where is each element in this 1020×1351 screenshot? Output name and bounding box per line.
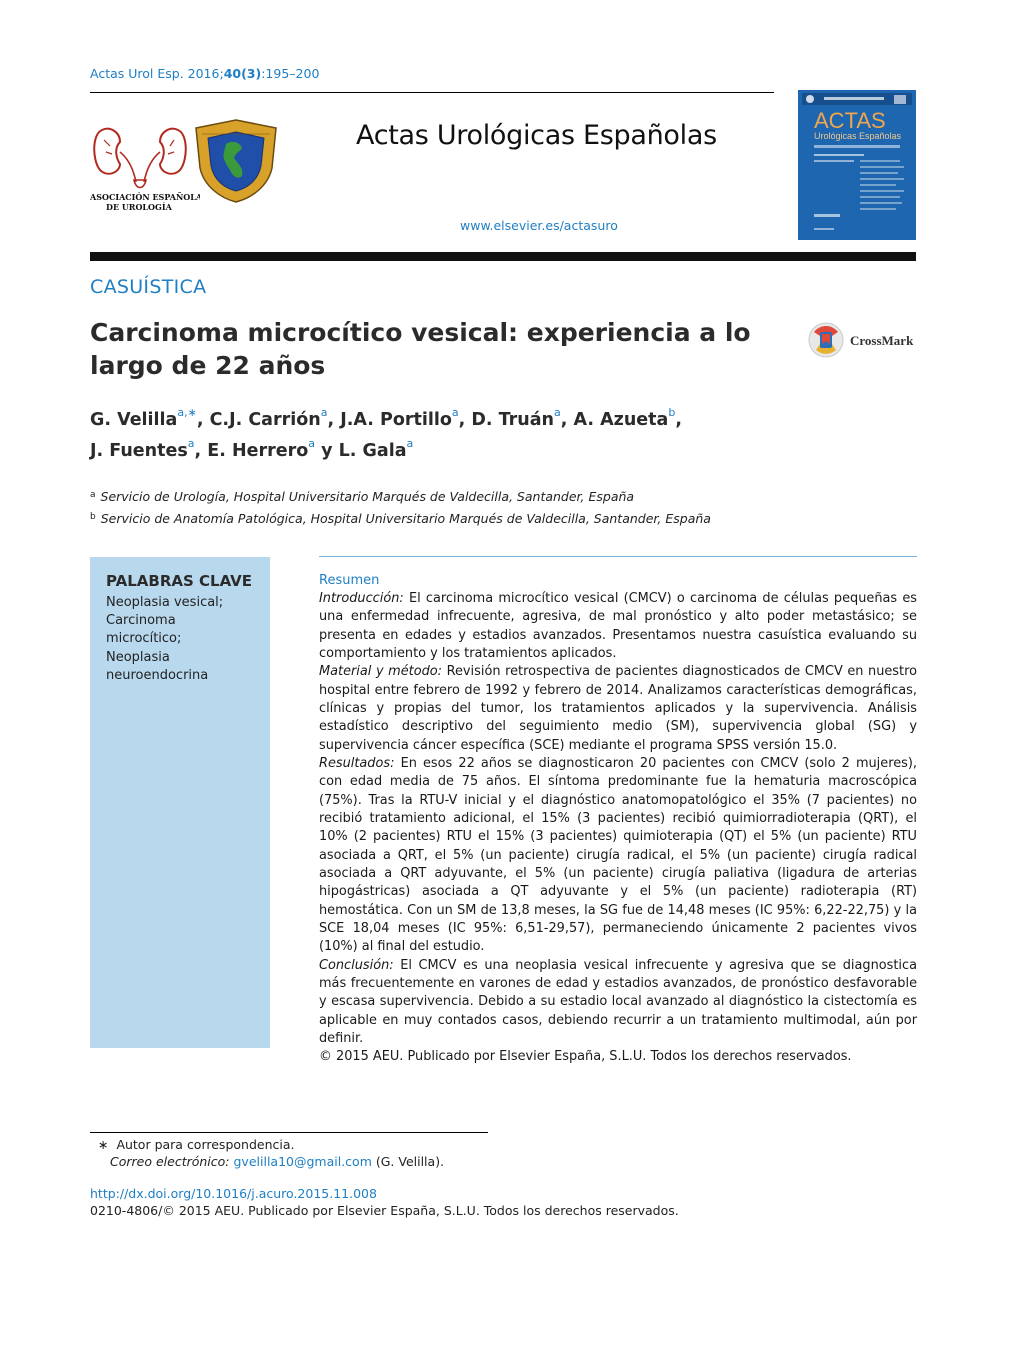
keywords-list [106, 594, 256, 685]
author-8: L. Gala$^a$ [338, 436, 414, 461]
author-7: E. Herrero$^a$ y [207, 436, 339, 461]
doi-link[interactable]: http://dx.doi.org/10.1016/j.acuro.2015.11.008 [90, 1186, 377, 1201]
author-2: C.J. Carrión$^a$, [209, 406, 341, 430]
keyword-item: neuroendocrina [106, 667, 209, 683]
author-6: J. Fuentes$^a$, [90, 436, 208, 461]
footnote-rule [90, 1132, 488, 1133]
journal-cover-image [798, 90, 916, 240]
citation-pages: :195–200 [261, 66, 320, 81]
journal-url-link[interactable]: www.elsevier.es/actasuro [460, 218, 618, 233]
author-affiliation-mark[interactable]: a [451, 406, 459, 419]
keywords-title: PALABRAS CLAVE [106, 572, 253, 590]
email-link[interactable]: gvelilla10@gmail.com [233, 1154, 372, 1169]
author-3: J.A. Portillo$^a$, [340, 406, 472, 430]
citation-issue: (3) [241, 66, 262, 81]
author-affiliation-mark[interactable]: a [187, 436, 195, 450]
abstract-rule [319, 556, 917, 557]
citation-volume: 40 [223, 66, 242, 81]
abstract-conclusion: Conclusión: El CMCV es una neoplasia vesical infrecuente y agresiva que se diagnostica más frecuentemente en varones de edad y estadios avanzados, de pronóstico desfavorable y escasa supervivencia. Debido a su estadio local avanzado al diagnóstico la cistectomía es aplicable en muy contados casos, debiendo recurrir a un tratamiento multimodal, aún por definir. [319, 957, 917, 1046]
author-5: A. Azueta$^b$, [573, 406, 682, 430]
author-4: D. Truán$^a$, [471, 406, 574, 430]
cover-title: ACTAS [814, 108, 886, 133]
section-label: CASUÍSTICA [90, 276, 207, 298]
keyword-item: Carcinoma [106, 613, 176, 629]
author-affiliation-mark[interactable]: a [308, 436, 316, 450]
header-rule [90, 92, 774, 93]
author-affiliation-mark[interactable]: a [406, 436, 414, 450]
affiliations [90, 487, 910, 531]
affiliation-b: $^b$ Servicio de Anatomía Patológica, Hospital Universitario Marqués de Valdecilla, Santander, España [90, 511, 711, 526]
abstract-copyright: © 2015 AEU. Publicado por Elsevier España, S.L.U. Todos los derechos reservados. [319, 1049, 852, 1065]
keyword-item: Neoplasia vesical; [106, 595, 224, 610]
keyword-item: microcítico; [106, 631, 182, 647]
abstract-body [319, 590, 917, 1067]
abstract-material-metodo: Material y método: Revisión retrospectiva de pacientes diagnosticados de CMCV en nuestro hospital entre febrero de 1992 y febrero de 2014. Analizamos características demográficas, clínicas y propias del tumor, los tratamientos aplicados y la supervivencia. Análisis estadístico descriptivo del seguimiento medio (SM), supervivencia global (SG) y supervivencia cáncer específica (SCE) mediante el programa SPSS versión 15.0. [319, 664, 917, 753]
logo-text-line-2: DE UROLOGÍA [106, 202, 172, 212]
header-thick-rule [90, 252, 916, 261]
caua-shield-logo [192, 118, 280, 204]
citation-journal: Actas Urol Esp. 2016; [90, 66, 224, 81]
corresponding-author-note: ∗ Autor para correspondencia. [98, 1137, 295, 1152]
email-note: Correo electrónico: gvelilla10@gmail.com (G. Velilla). [110, 1154, 445, 1169]
affiliation-a: $^a$ Servicio de Urología, Hospital Universitario Marqués de Valdecilla, Santander, España [90, 489, 635, 504]
issn-copyright-line: 0210-4806/© 2015 AEU. Publicado por Elsevier España, S.L.U. Todos los derechos reservados. [90, 1203, 679, 1218]
cover-subtitle: Urológicas Españolas [814, 131, 902, 141]
crossmark-label: CrossMark [850, 333, 914, 348]
journal-title: Actas Urológicas Españolas [356, 120, 717, 151]
aeu-logo [90, 120, 200, 215]
author-affiliation-mark[interactable]: a [320, 406, 328, 419]
crossmark-badge[interactable] [808, 320, 918, 360]
abstract-heading: Resumen [319, 573, 380, 588]
author-affiliation-mark[interactable]: b [668, 406, 676, 419]
author-list [90, 402, 790, 464]
logo-text-line-1: ASOCIACIÓN ESPAÑOLA [90, 192, 200, 202]
article-title: Carcinoma microcítico vesical: experiencia a lo largo de 22 años [90, 318, 751, 380]
author-1: G. Velilla$^{a,∗}$, [90, 406, 210, 430]
abstract-resultados: Resultados: En esos 22 años se diagnosticaron 20 pacientes con CMCV (solo 2 mujeres), con edad media de 75 años. El síntoma predominante fue la hematuria macroscópica (75%). Tras la RTU-V inicial y el diagnóstico anatomopatológico el 35% (7 pacientes) no recibió tratamiento adicional, el 15% (3 pacientes) recibió quimiorradioterapia (QRT), el 10% (2 pacientes) RTU el 15% (3 pacientes) quimioterapia (QT) el 5% (un paciente) RTU asociada a QRT, el 5% (un paciente) cirugía radical, el 5% (un paciente) cirugía radical asociada a QRT adyuvante, el 5% (un paciente) cirugía paliativa (ligadura de arterias hipogástricas) asociada a QT adyuvante y el 5% (un paciente) radioterapia (RT) hemostática. Con un SM de 13,8 meses, la SG fue de 14,48 meses (IC 95%: 6,22-22,75) y la SCE 18,04 meses (IC 95%: 6,51-29,57), permaneciendo únicamente 2 pacientes vivos (10%) al final del estudio. [319, 755, 917, 955]
abstract-introduccion: Introducción: El carcinoma microcítico vesical (CMCV) o carcinoma de células pequeñas es una enfermedad infrecuente, agresiva, de mal pronóstico y alto poder metastásico; se presenta en edades y estadios avanzados. Presentamos nuestra casuística evaluando su comportamiento y los tratamientos aplicados. [319, 591, 917, 661]
citation-line [90, 66, 319, 81]
author-affiliation-mark[interactable]: a [554, 406, 561, 419]
author-affiliation-mark[interactable]: a,∗ [177, 406, 197, 419]
keyword-item: Neoplasia [106, 649, 170, 665]
